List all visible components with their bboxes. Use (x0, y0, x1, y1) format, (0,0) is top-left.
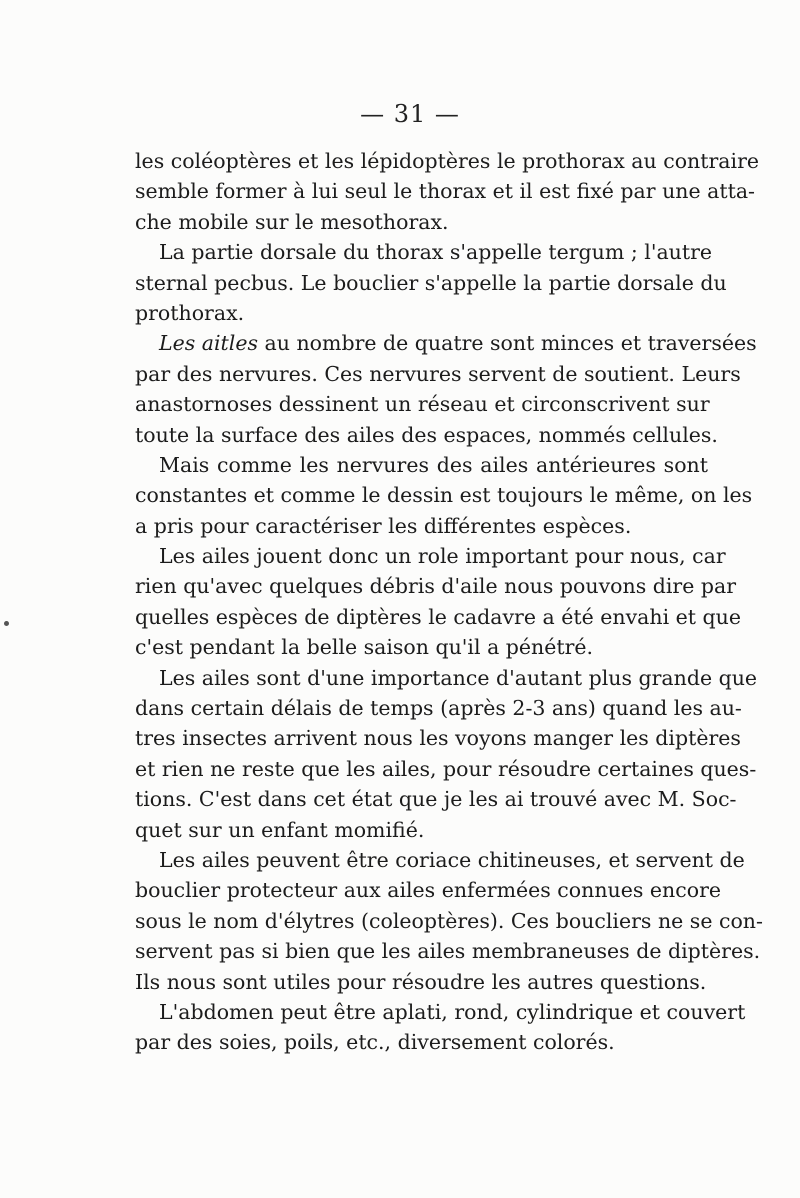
text-line: sous le nom d'élytres (coleoptères). Ces boucliers ne se con- (135, 908, 763, 933)
text-line: quet sur un enfant momifié. (135, 817, 425, 842)
text-line: Ils nous sont utiles pour résoudre les autres questions. (135, 969, 707, 994)
text-line: semble former à lui seul le thorax et il est fixé par une atta- (135, 179, 755, 204)
text-line-rest: au nombre de quatre sont minces et traversées (258, 331, 757, 356)
text-line: et rien ne reste que les ailes, pour résoudre certaines ques- (135, 756, 757, 781)
text-line: tions. C'est dans cet état que je les ai trouvé avec M. Soc- (135, 787, 737, 812)
text-line: les coléoptères et les lépidoptères le prothorax au contraire (135, 149, 760, 173)
text-line: Les ailes jouent donc un role important pour nous, car (159, 544, 726, 569)
text-line: bouclier protecteur aux ailes enfermées connues encore (135, 878, 722, 903)
text-line: anastornoses dessinent un réseau et circonscrivent sur (135, 392, 710, 417)
page-number: — 31 — (360, 100, 460, 128)
text-line: quelles espèces de diptères le cadavre a été envahi et que (135, 604, 742, 629)
text-line: a pris pour caractériser les différentes espèces. (135, 513, 632, 538)
text-line: rien qu'avec quelques débris d'aile nous pouvons dire par (135, 574, 737, 599)
margin-speck (4, 621, 9, 626)
text-line: dans certain délais de temps (après 2-3 ans) quand les au- (135, 696, 742, 721)
text-line: La partie dorsale du thorax s'appelle tergum ; l'autre (159, 240, 713, 265)
text-line: tres insectes arrivent nous les voyons manger les diptères (135, 726, 741, 751)
text-line: che mobile sur le mesothorax. (135, 209, 449, 234)
text-line: constantes et comme le dessin est toujours le même, on les (135, 483, 753, 508)
text-line: servent pas si bien que les ailes membraneuses de diptères. (135, 939, 761, 964)
text-line: Les ailes sont d'une importance d'autant plus grande que (159, 665, 758, 690)
text-line: Mais comme les nervures des ailes antérieures sont (159, 452, 708, 477)
text-line: L'abdomen peut être aplati, rond, cylindrique et couvert (159, 999, 746, 1024)
text-line: prothorax. (135, 300, 245, 325)
text-line: Les ailes peuvent être coriace chitineuses, et servent de (159, 847, 745, 872)
text-line: par des nervures. Ces nervures servent de soutient. Leurs (135, 361, 741, 386)
text-line (135, 328, 757, 358)
text-line: toute la surface des ailes des espaces, nommés cellules. (135, 422, 718, 447)
text-line: c'est pendant la belle saison qu'il a pénétré. (135, 635, 594, 660)
text-line: par des soies, poils, etc., diversement colorés. (135, 1030, 615, 1055)
text-line: sternal pecbus. Le bouclier s'appelle la partie dorsale du (135, 270, 727, 295)
emphasized-term: Les aitles (159, 331, 259, 356)
body-text (135, 146, 763, 1058)
